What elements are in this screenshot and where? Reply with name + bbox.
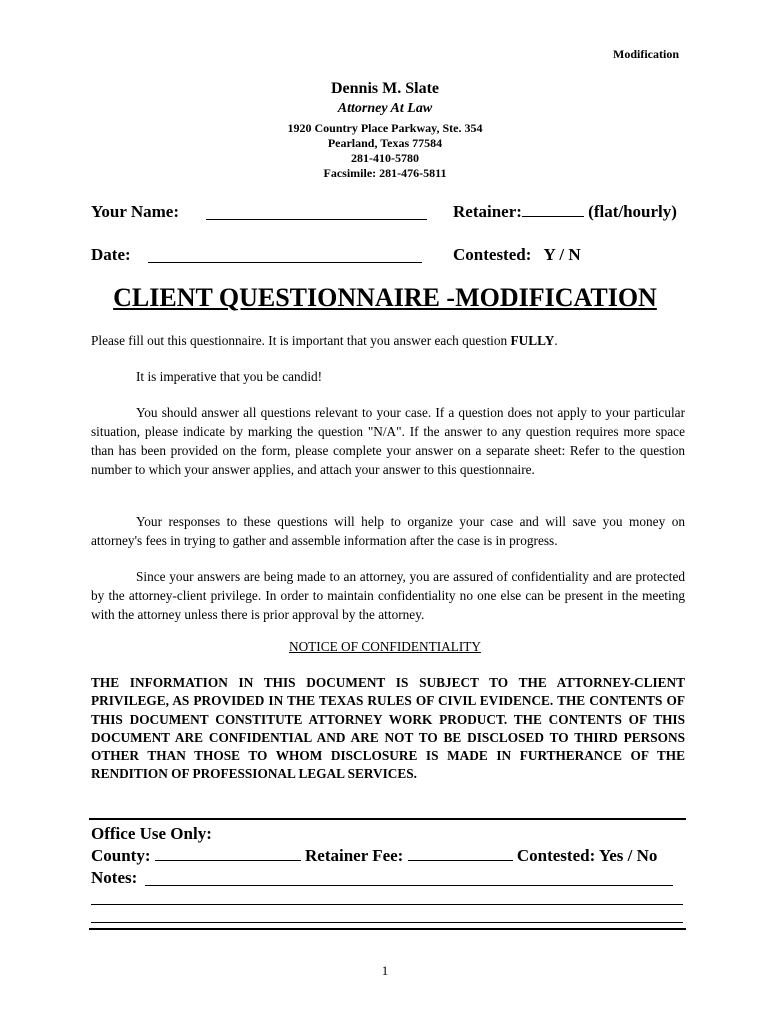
retainer-fee-label: Retainer Fee: [305, 846, 404, 865]
notice-heading: NOTICE OF CONFIDENTIALITY [288, 639, 482, 654]
phone-number: 281-410-5780 [351, 151, 419, 165]
date-field[interactable] [148, 262, 422, 263]
notice-body: THE INFORMATION IN THIS DOCUMENT IS SUBJECT TO THE ATTORNEY-CLIENT PRIVILEGE, AS PROVIDED IN THE TEXAS RULES OF CIVIL EVIDENCE. THE CONTENTS OF THIS DOCUMENT CONSTITUTE ATTORNEY WORK PRODUCT. THE CONTENTS OF THIS DOCUMENT ARE CONFIDENTIAL AND ARE NOT TO BE DISCLOSED TO THIRD PERSONS OTHER THAN THOSE TO WHOM DISCLOSURE IS MADE IN FURTHERANCE OF THE RENDITION OF PROFESSIONAL LEGAL SERVICES. [91, 675, 685, 782]
retainer-options: (flat/hourly) [588, 202, 677, 221]
office-use-row [91, 846, 691, 866]
office-divider-bottom [89, 928, 686, 930]
office-contested-label: Contested: Yes / No [516, 846, 658, 865]
notes-line-2[interactable] [91, 904, 683, 905]
intro-text: Please fill out this questionnaire. It is important that you answer each question [91, 333, 511, 348]
date-label: Date: [91, 245, 131, 264]
your-name-field[interactable] [206, 219, 427, 220]
your-name-label: Your Name: [91, 202, 179, 221]
notes-label: Notes: [91, 868, 138, 887]
intro-paragraph-5: Since your answers are being made to an attorney, you are assured of confidentiality and are protected by the attorney-client privilege. In order to maintain confidentiality no one else can be present in the meeting with the attorney unless there is prior approval by the attorney. [91, 569, 685, 622]
retainer-fee-field[interactable] [408, 846, 513, 861]
page-number: 1 [381, 963, 389, 978]
retainer-row [453, 202, 677, 222]
contested-row [453, 245, 581, 265]
notes-line-3[interactable] [91, 922, 683, 923]
contested-label: Contested: [453, 245, 532, 264]
facsimile-number: Facsimile: 281-476-5811 [323, 166, 447, 180]
intro-end: . [554, 333, 558, 348]
intro-emphasis: FULLY [510, 333, 555, 348]
county-field[interactable] [155, 846, 301, 861]
page-title: CLIENT QUESTIONNAIRE -MODIFICATION [113, 283, 657, 312]
office-use-heading: Office Use Only: [91, 824, 212, 843]
county-label: County: [91, 846, 151, 865]
intro-paragraph-1 [91, 331, 685, 350]
retainer-field[interactable] [522, 202, 584, 217]
header-label: Modification [613, 47, 679, 61]
attorney-title: Attorney At Law [337, 101, 433, 116]
contested-options[interactable]: Y / N [543, 245, 581, 264]
notes-field[interactable] [145, 885, 673, 886]
retainer-label: Retainer: [453, 202, 522, 221]
address-line-2: Pearland, Texas 77584 [327, 136, 443, 150]
intro-paragraph-2: It is imperative that you be candid! [136, 369, 323, 384]
intro-paragraph-3: You should answer all questions relevant to your case. If a question does not apply to your particular situation, please indicate by marking the question "N/A". If the answer to any question requires more space than has been provided on the form, please complete your answer on a separate sheet: Refer to the question number to which your answer applies, and attach your answer to this questionnaire. [91, 405, 685, 477]
office-divider-top [89, 818, 686, 820]
intro-paragraph-4: Your responses to these questions will help to organize your case and will save you money on attorney's fees in trying to gather and assemble information after the case is in progress. [91, 514, 685, 548]
address-line-1: 1920 Country Place Parkway, Ste. 354 [287, 121, 483, 135]
attorney-name: Dennis M. Slate [331, 80, 439, 97]
